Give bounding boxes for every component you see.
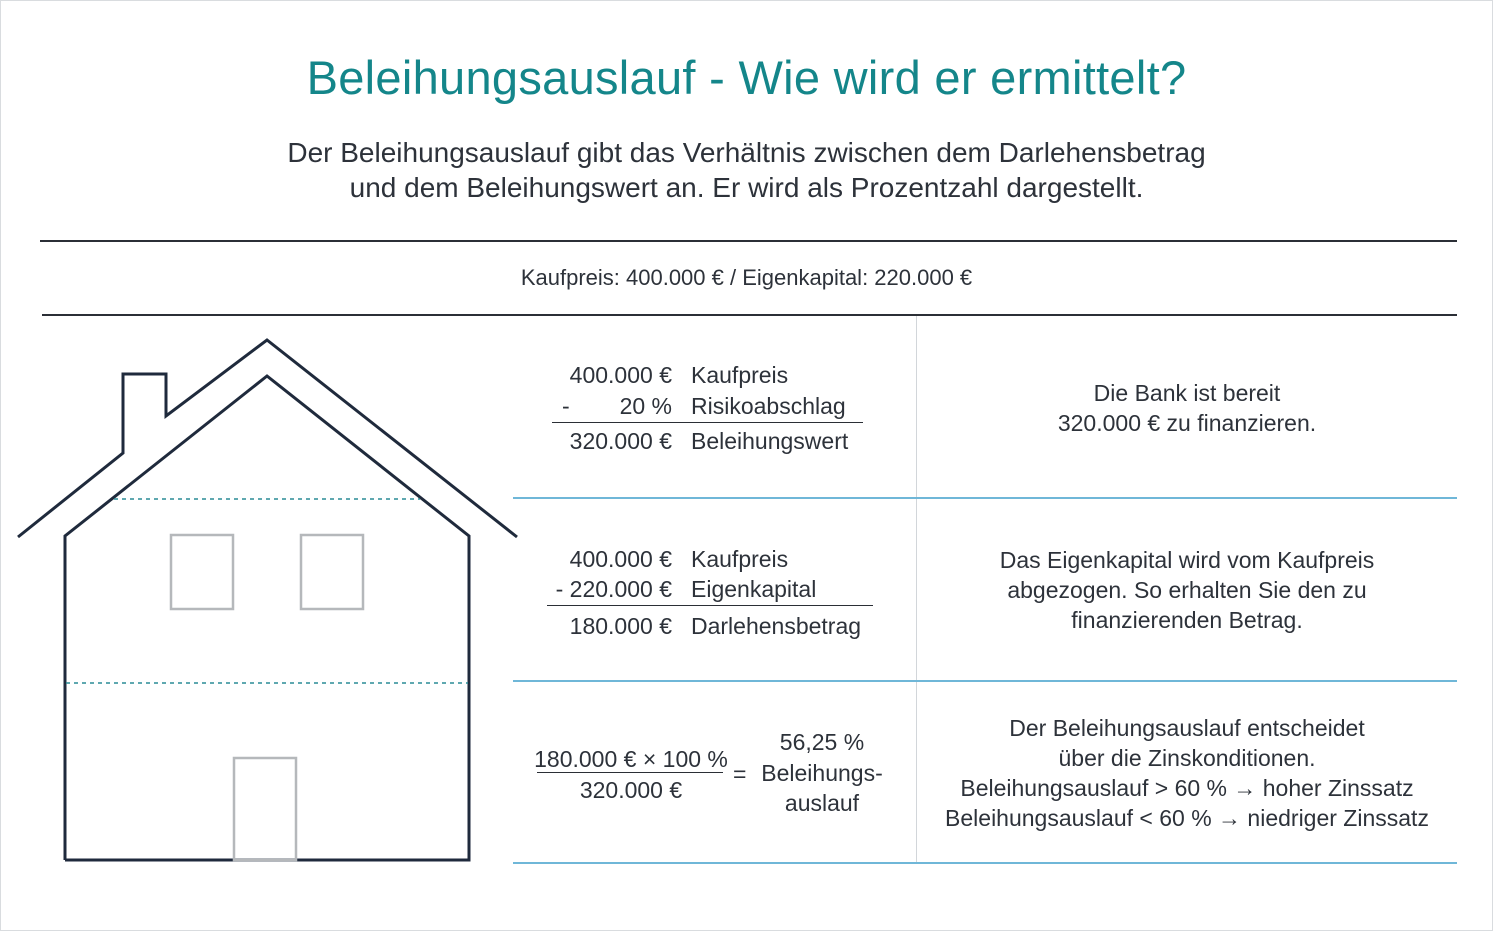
step-3-explanation-line: Beleihungsauslauf < 60 % → niedriger Zinssatz [945,805,1429,831]
divider-step-2 [513,680,1457,682]
step-3-result-label-2: auslauf [784,790,860,816]
house-roof-outer [18,340,517,537]
step-2-explanation-line: finanzierenden Betrag. [1071,607,1303,633]
step-3-explanation-line: Beleihungsauslauf > 60 % → hoher Zinssatz [960,775,1414,801]
house-door [234,758,296,860]
step-3-explanation [917,713,1457,833]
subtitle-line-2: und dem Beleihungswert an. Er wird als Prozentzahl dargestellt. [349,172,1144,203]
divider-top [40,240,1457,242]
step-3-fraction-bar [537,772,723,773]
page-title: Beleihungsauslauf - Wie wird er ermittelt? [306,51,1187,104]
given-values: Kaufpreis: 400.000 € / Eigenkapital: 220.000 € [520,265,973,290]
step-2-result-label: Darlehensbetrag [691,613,862,639]
step-1-minus-sign: - [562,393,570,419]
step-1-explanation-line: Die Bank ist bereit [1093,380,1281,406]
step-1-line2-value: 20 % [619,393,672,419]
step-1-explanation-line: 320.000 € zu finanzieren. [1057,410,1317,436]
subtitle-line-1: Der Beleihungsauslauf gibt das Verhältnis zwischen dem Darlehensbetrag [287,137,1206,168]
step-1-result-label: Beleihungswert [691,428,849,454]
step-2-line1-value: 400.000 € [569,546,672,572]
house-walls [65,376,469,860]
step-2-explanation-line: abgezogen. So erhalten Sie den zu [1007,577,1367,603]
house-icon [0,330,520,870]
step-2-sum-rule [547,605,873,606]
step-1-explanation [917,378,1457,438]
step-3-result-value: 56,25 % [779,729,865,755]
step-2-explanation [917,545,1457,635]
house-window-left [171,535,233,609]
divider-step-3 [513,862,1457,864]
step-1-line1-label: Kaufpreis [691,362,789,388]
step-1-sum-rule [552,422,863,423]
step-3-explanation-line: Der Beleihungsauslauf entscheidet [1009,715,1365,741]
step-1-line2-label: Risikoabschlag [691,393,846,419]
step-3-explanation-line: über die Zinskonditionen. [1058,745,1316,771]
step-2-line1-label: Kaufpreis [691,546,789,572]
step-2-line2-value: - 220.000 € [555,576,672,602]
divider-middle [42,314,1457,316]
house-window-right [301,535,363,609]
step-3-denominator: 320.000 € [579,777,683,803]
step-1-result-value: 320.000 € [569,428,672,454]
divider-step-1 [513,497,1457,499]
step-3-result-label-1: Beleihungs- [761,760,883,786]
step-3-equals-sign: = [733,761,747,787]
step-3-numerator: 180.000 € × 100 % [534,746,728,772]
step-2-result-value: 180.000 € [569,613,672,639]
step-2-explanation-line: Das Eigenkapital wird vom Kaufpreis [999,547,1375,573]
step-2-line2-label: Eigenkapital [691,576,817,602]
step-1-line1-value: 400.000 € [569,362,672,388]
